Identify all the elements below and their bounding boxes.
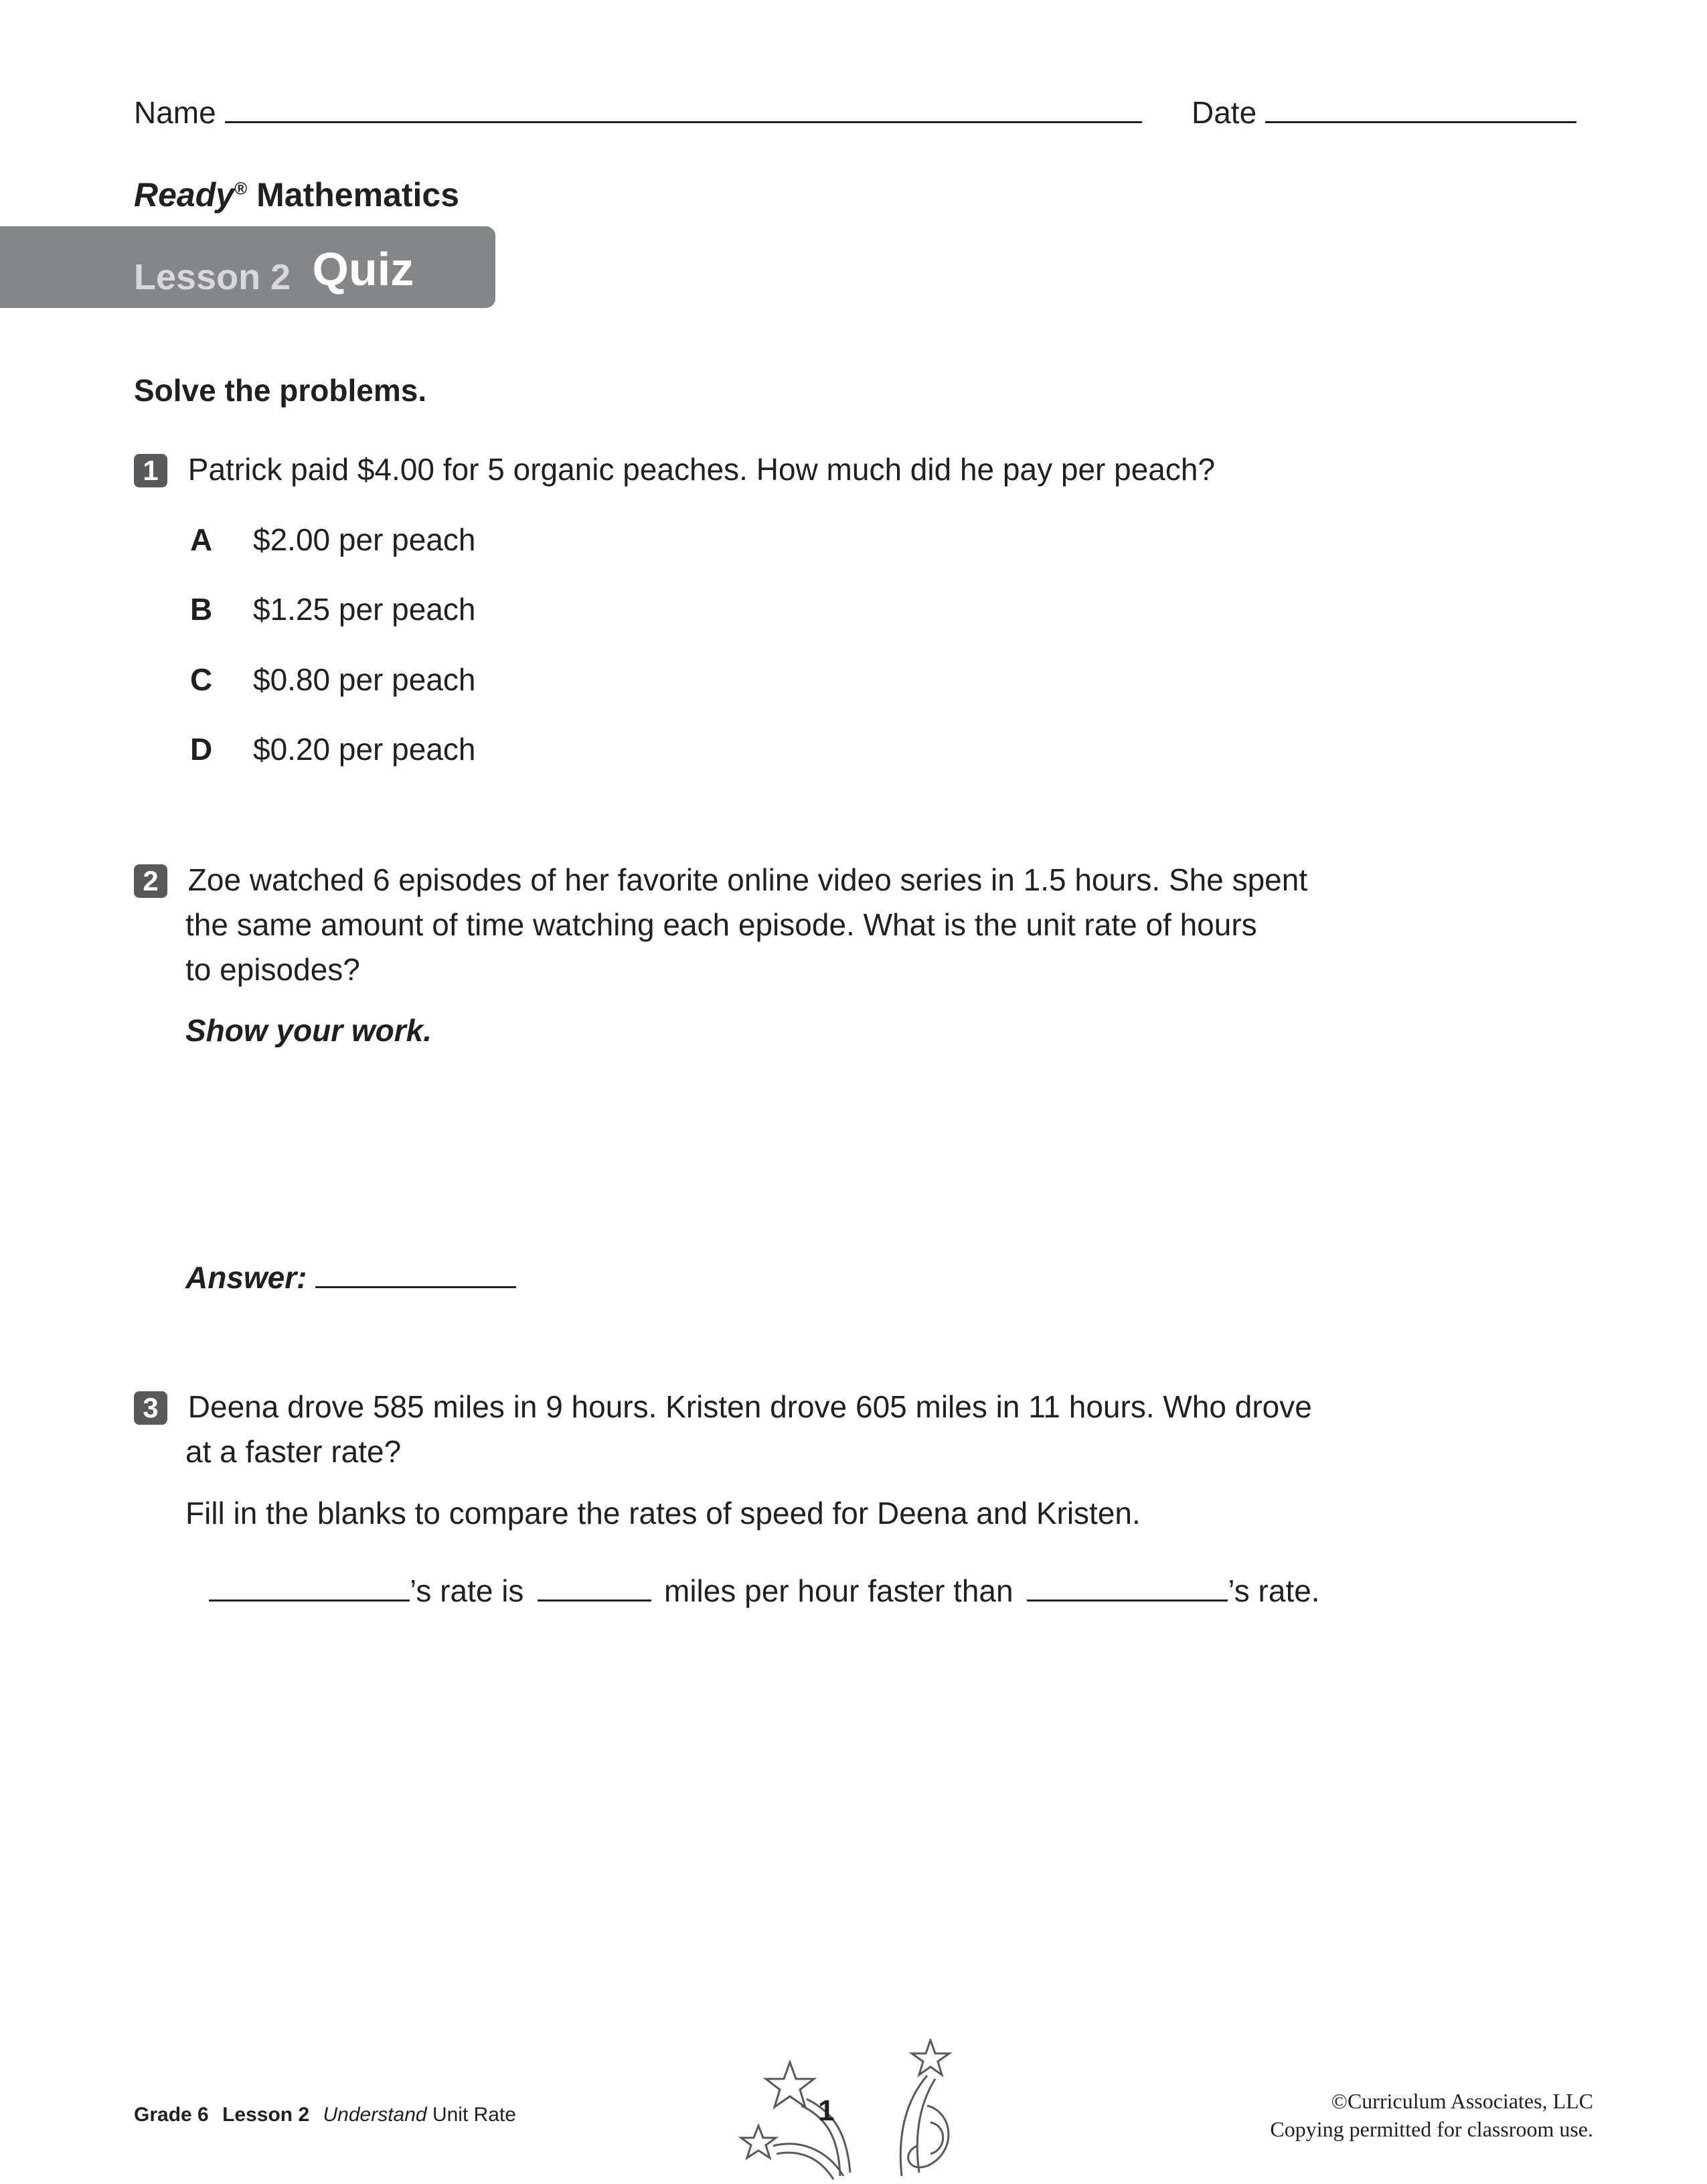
choice-d[interactable] [190, 730, 476, 769]
brand-title [134, 175, 459, 214]
question-3 [134, 1388, 1312, 1427]
quiz-label: Quiz [312, 243, 414, 295]
footer-understand: Understand [323, 2104, 427, 2126]
show-work-label: Show your work. [185, 1013, 432, 1048]
footer-course [134, 2104, 516, 2126]
lesson-label: Lesson 2 [134, 257, 291, 297]
footer-copyright-block [1270, 2088, 1593, 2143]
copyright: ©Curriculum Associates, LLC [1331, 2089, 1593, 2113]
choice-text: $2.00 per peach [253, 522, 476, 557]
shooting-stars-icon [726, 2039, 967, 2184]
answer-blank[interactable] [315, 1266, 516, 1288]
page-number: 1 [818, 2094, 835, 2127]
answer-label: Answer: [185, 1260, 307, 1295]
question-number: 1 [134, 454, 167, 487]
brand-mathematics: Mathematics [256, 176, 460, 214]
choice-letter: B [190, 592, 213, 627]
question-2 [134, 861, 1307, 900]
choice-text: $0.20 per peach [253, 732, 476, 767]
name-blank[interactable] [225, 101, 1142, 123]
question-text-line: Deena drove 585 miles in 9 hours. Kristen drove 605 miles in 11 hours. Who drove [187, 1389, 1312, 1424]
choice-text: $1.25 per peach [253, 592, 476, 627]
choice-letter: D [190, 732, 213, 767]
choice-letter: A [190, 522, 213, 557]
lesson-banner-text [134, 243, 414, 300]
footer-lesson: Lesson 2 [222, 2104, 310, 2126]
question-number: 3 [134, 1391, 167, 1425]
date-blank[interactable] [1265, 101, 1576, 123]
choice-a[interactable] [190, 521, 476, 560]
question-text-line: to episodes? [185, 952, 360, 987]
question-text-line: at a faster rate? [185, 1434, 402, 1469]
fill-part: miles per hour faster than [664, 1573, 1013, 1608]
name-field [134, 94, 1142, 133]
question-1 [134, 451, 1215, 489]
choice-text: $0.80 per peach [253, 662, 476, 697]
fill-sentence [209, 1572, 1320, 1611]
name-blank-1[interactable] [209, 1579, 410, 1602]
name-label: Name [134, 95, 216, 130]
instructions: Solve the problems. [134, 373, 427, 408]
question-text: Patrick paid $4.00 for 5 organic peaches. How much did he pay per peach? [187, 452, 1216, 487]
date-label: Date [1192, 95, 1257, 130]
question-number: 2 [134, 864, 167, 898]
name-blank-2[interactable] [1027, 1579, 1228, 1602]
answer-field [185, 1259, 516, 1298]
fill-part: ’s rate is [410, 1573, 524, 1608]
footer-topic: Unit Rate [432, 2104, 516, 2126]
rate-blank[interactable] [538, 1579, 651, 1602]
date-field [1192, 94, 1576, 133]
brand-ready: Ready [134, 176, 235, 214]
choice-b[interactable] [190, 591, 476, 629]
choice-letter: C [190, 662, 213, 697]
question-text-line: the same amount of time watching each episode. What is the unit rate of hours [185, 907, 1257, 942]
copy-permission: Copying permitted for classroom use. [1270, 2116, 1593, 2141]
choice-c[interactable] [190, 661, 476, 700]
registered-mark: ® [234, 178, 248, 199]
fill-instruction: Fill in the blanks to compare the rates of speed for Deena and Kristen. [185, 1496, 1141, 1531]
question-text-line: Zoe watched 6 episodes of her favorite online video series in 1.5 hours. She spent [187, 862, 1308, 897]
footer-grade: Grade 6 [134, 2104, 209, 2126]
fill-part: ’s rate. [1228, 1573, 1320, 1608]
